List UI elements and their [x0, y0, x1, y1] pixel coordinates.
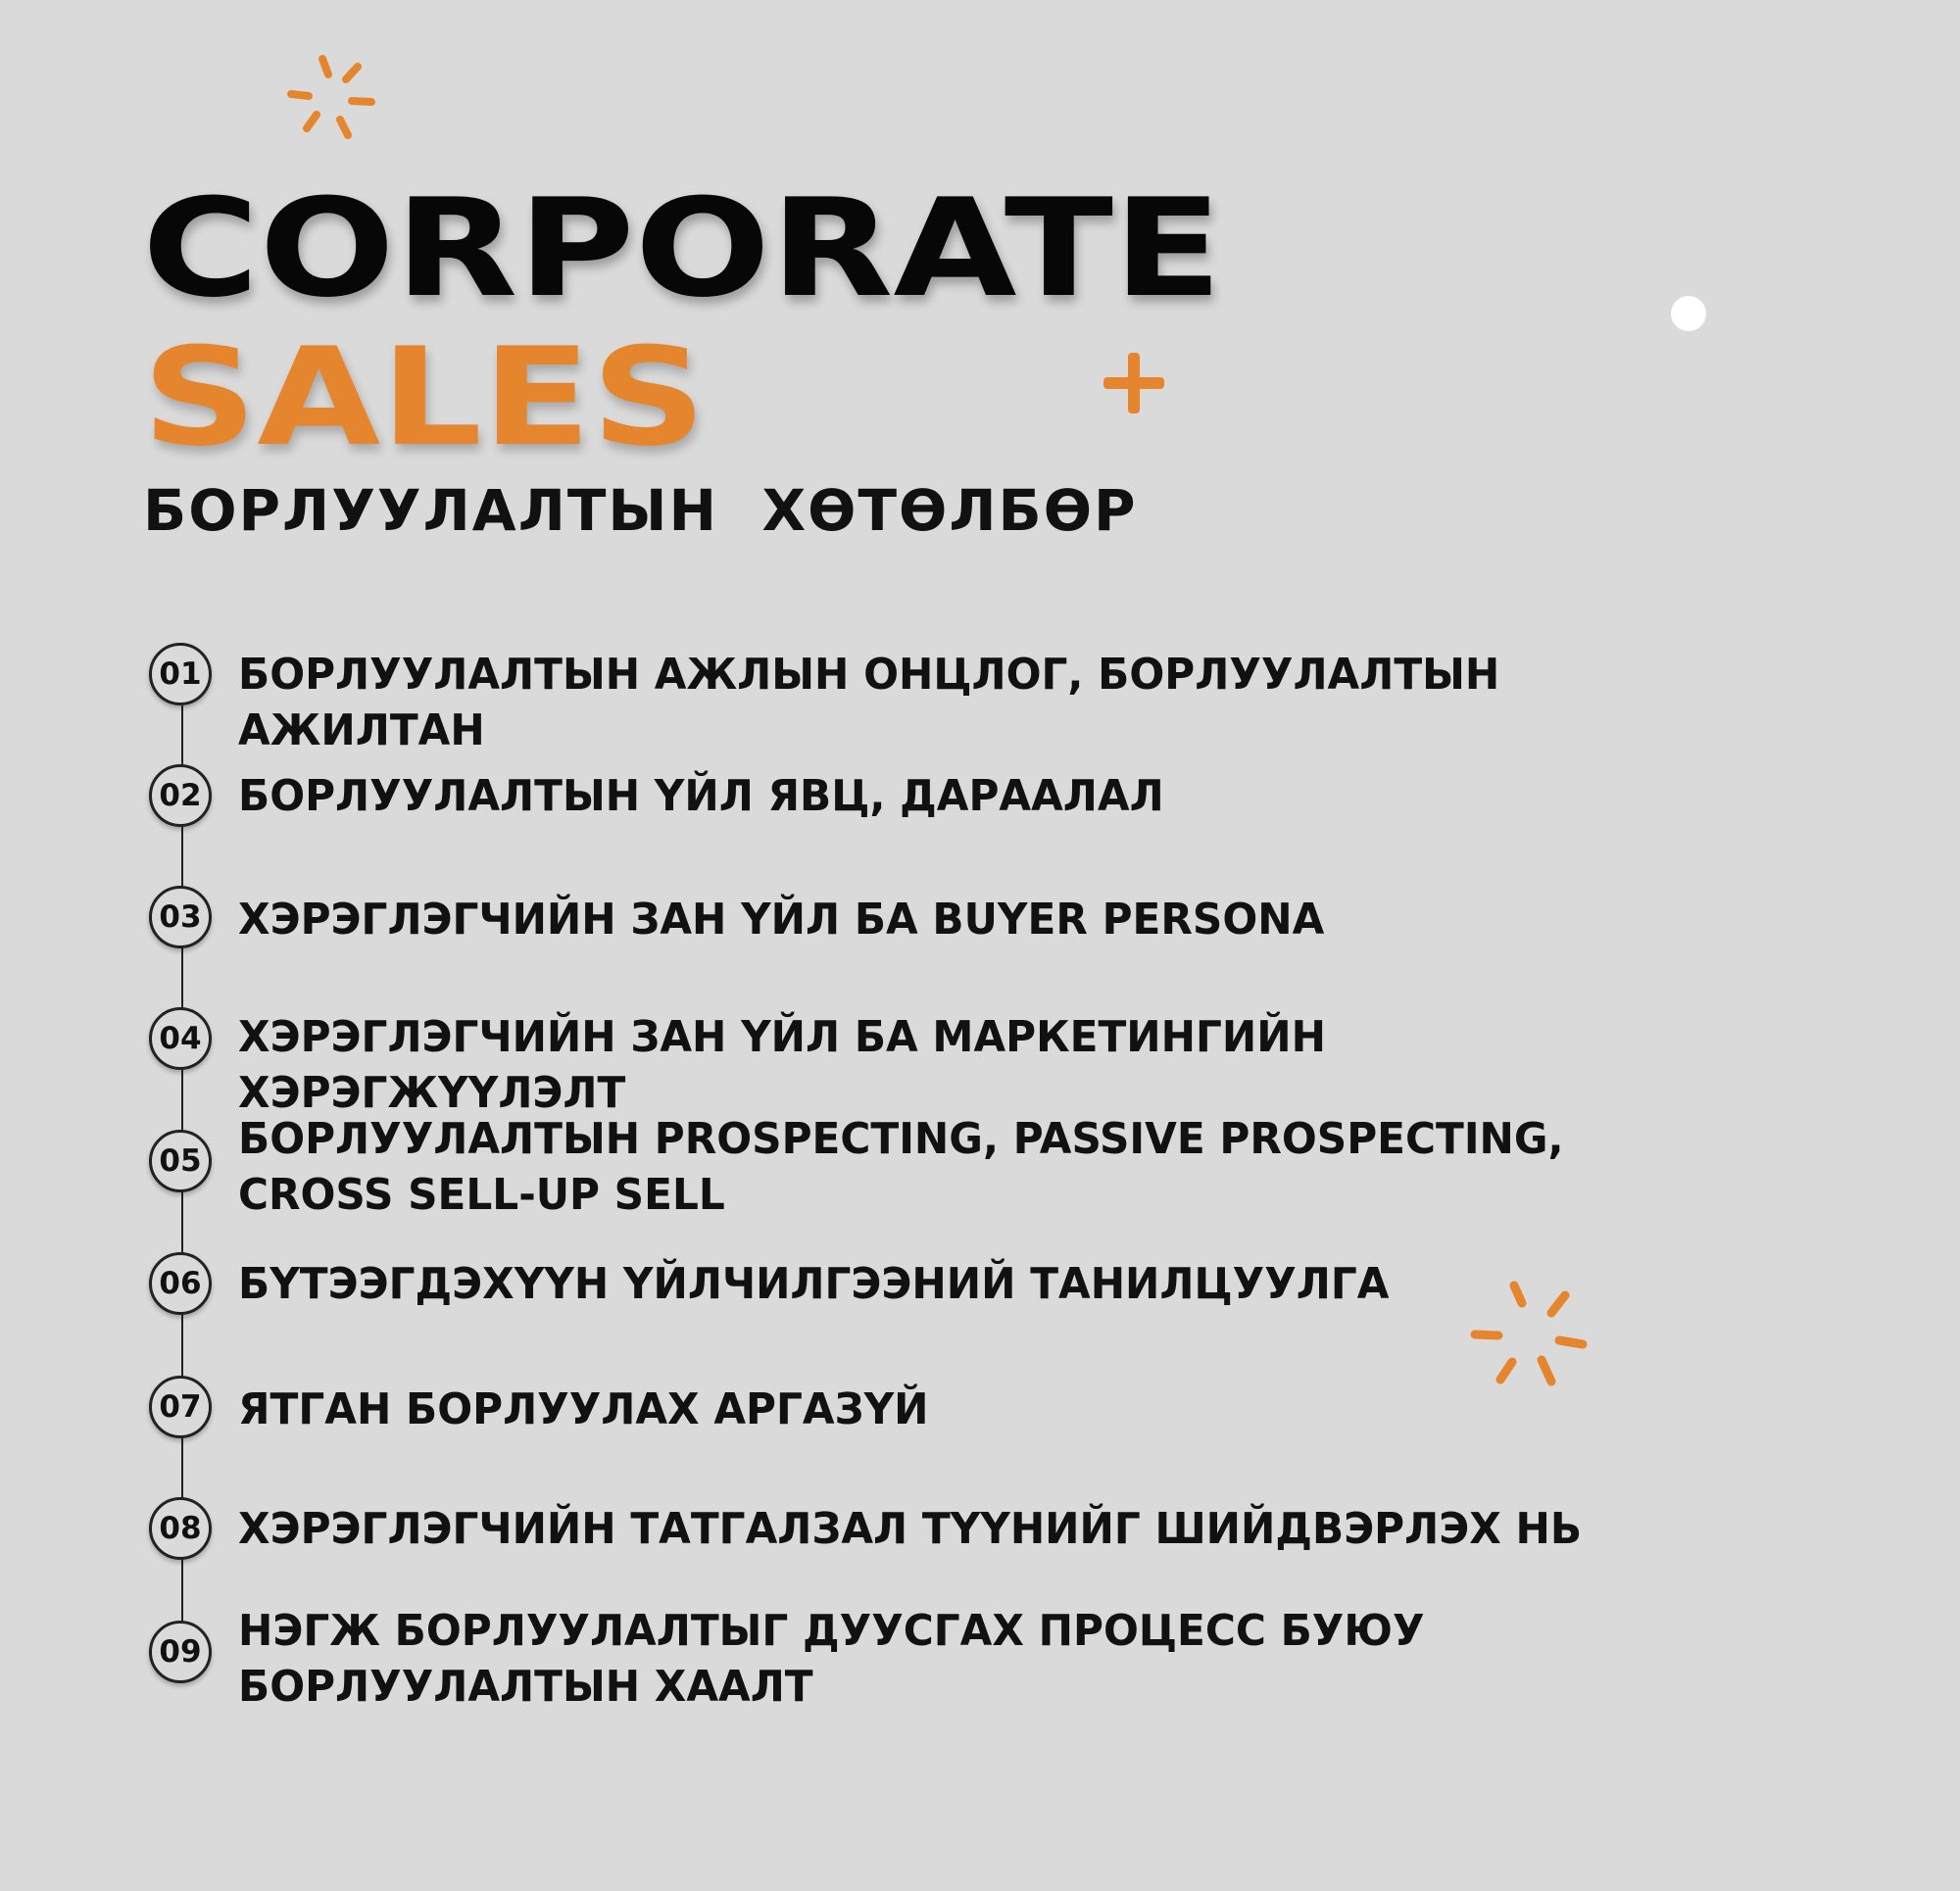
- sparkle-icon: [281, 49, 379, 147]
- item-text: ХЭРЭГЛЭГЧИЙН ЗАН ҮЙЛ БА BUYER PERSONA: [238, 895, 1325, 945]
- item-text: НЭГЖ БОРЛУУЛАЛТЫГ ДУУСГАХ ПРОЦЕСС БУЮУ БОРЛУУЛАЛТЫН ХААЛТ: [238, 1606, 1425, 1712]
- plus-icon: [1103, 353, 1164, 413]
- item-text: ЯТГАН БОРЛУУЛАХ АРГАЗҮЙ: [238, 1384, 929, 1434]
- title-corporate: CORPORATE: [142, 169, 1223, 327]
- item-number-badge: 05: [149, 1130, 212, 1192]
- item-number-badge: 09: [149, 1621, 212, 1683]
- dot-icon: [1671, 296, 1706, 331]
- item-number-badge: 08: [149, 1497, 212, 1560]
- item-number-badge: 06: [149, 1252, 212, 1315]
- item-text: БОРЛУУЛАЛТЫН ҮЙЛ ЯВЦ, ДАРААЛАЛ: [238, 771, 1164, 821]
- item-text: ХЭРЭГЛЭГЧИЙН ЗАН ҮЙЛ БА МАРКЕТИНГИЙН ХЭРЭГЖҮҮЛЭЛТ: [238, 1012, 1326, 1118]
- item-number-badge: 01: [149, 643, 212, 705]
- item-text: БОРЛУУЛАЛТЫН PROSPECTING, PASSIVE PROSPECTING, CROSS SELL-UP SELL: [238, 1114, 1564, 1220]
- item-text: БҮТЭЭГДЭХҮҮН ҮЙЛЧИЛГЭЭНИЙ ТАНИЛЦУУЛГА: [238, 1259, 1390, 1309]
- item-number-badge: 04: [149, 1007, 212, 1070]
- subtitle: БОРЛУУЛАЛТЫН ХӨТӨЛБӨР: [143, 477, 1138, 544]
- item-number-badge: 03: [149, 886, 212, 948]
- item-number-badge: 07: [149, 1376, 212, 1438]
- title-sales: SALES: [142, 317, 707, 476]
- item-text: БОРЛУУЛАЛТЫН АЖЛЫН ОНЦЛОГ, БОРЛУУЛАЛТЫН АЖИЛТАН: [238, 650, 1500, 755]
- item-number-badge: 02: [149, 764, 212, 827]
- item-text: ХЭРЭГЛЭГЧИЙН ТАТГАЛЗАЛ ТҮҮНИЙГ ШИЙДВЭРЛЭХ НЬ: [238, 1504, 1583, 1554]
